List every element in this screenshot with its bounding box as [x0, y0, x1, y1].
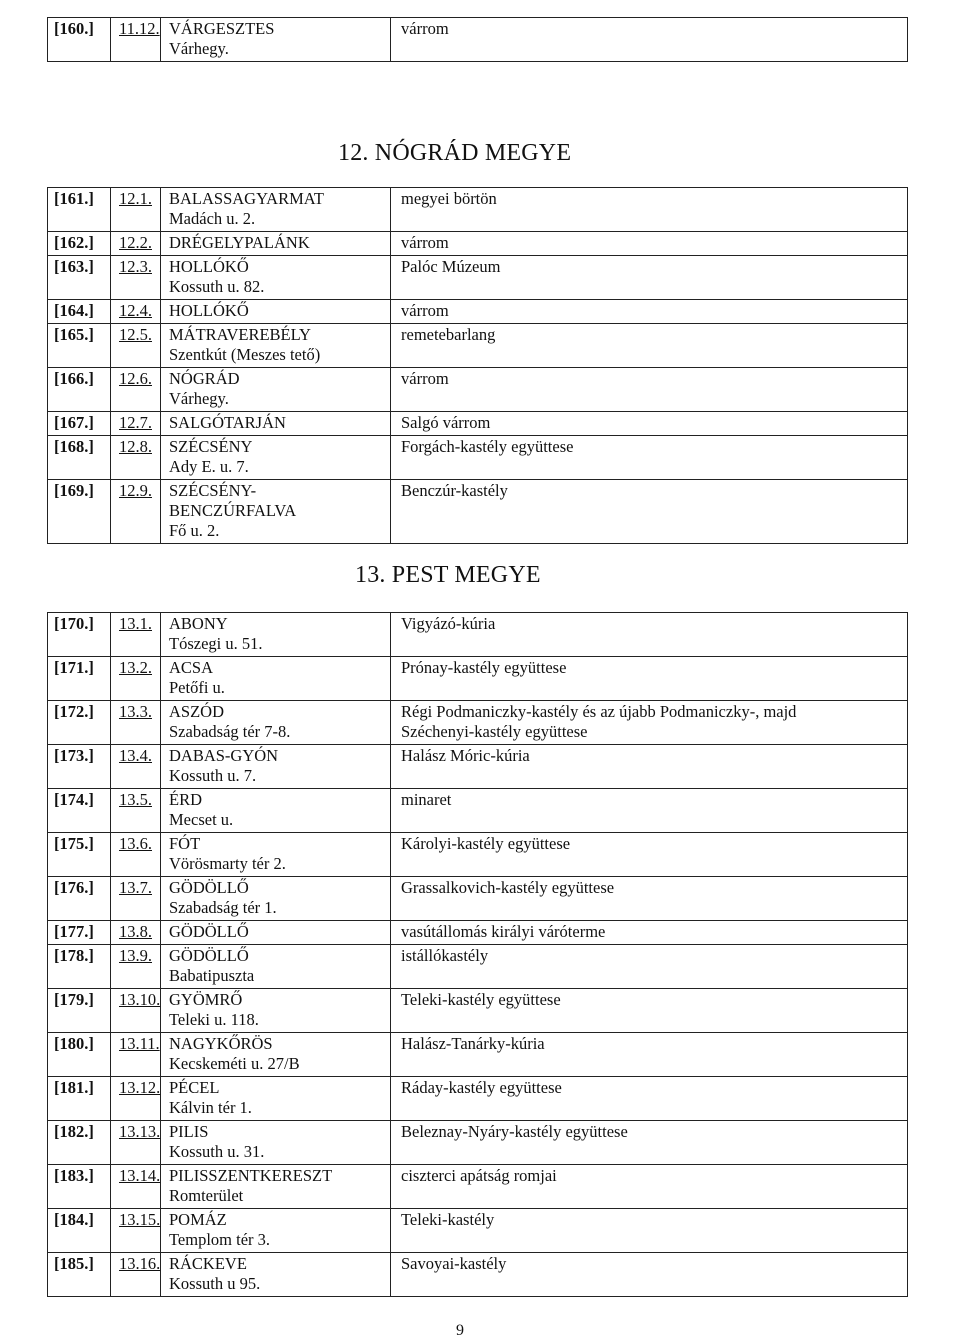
place-name: ACSA	[169, 658, 214, 677]
table-row	[48, 300, 908, 324]
place-name: GÖDÖLLŐ	[169, 922, 249, 941]
entry-object	[391, 1033, 908, 1077]
entry-place	[161, 300, 391, 324]
entry-number: [184.]	[48, 1209, 111, 1253]
entry-place	[161, 701, 391, 745]
entry-number: [185.]	[48, 1253, 111, 1297]
entry-number: [163.]	[48, 256, 111, 300]
place-address: Kossuth u. 82.	[169, 277, 265, 296]
table-row	[48, 1165, 908, 1209]
entry-number: [170.]	[48, 613, 111, 657]
place-name: PILIS	[169, 1122, 209, 1141]
entry-code: 13.14.	[111, 1165, 161, 1209]
entry-number: [171.]	[48, 657, 111, 701]
place-name: FÓT	[169, 834, 201, 853]
entry-code: 12.2.	[111, 232, 161, 256]
object-description: Vigyázó-kúria	[401, 614, 496, 633]
entry-place	[161, 877, 391, 921]
entry-object	[391, 877, 908, 921]
entry-place	[161, 480, 391, 544]
place-address: Szabadság tér 7-8.	[169, 722, 291, 741]
entry-object	[391, 256, 908, 300]
place-address: Fő u. 2.	[169, 521, 220, 540]
entry-place	[161, 833, 391, 877]
place-name: NÓGRÁD	[169, 369, 240, 388]
place-name: DABAS-GYÓN	[169, 746, 279, 765]
entry-number: [176.]	[48, 877, 111, 921]
object-description: Károlyi-kastély együttese	[401, 834, 571, 853]
place-name: HOLLÓKŐ	[169, 257, 249, 276]
entry-code: 13.15.	[111, 1209, 161, 1253]
place-address: Babatipuszta	[169, 966, 255, 985]
entry-place	[161, 745, 391, 789]
entry-number: [162.]	[48, 232, 111, 256]
entry-code: 12.1.	[111, 188, 161, 232]
object-description: Palóc Múzeum	[401, 257, 501, 276]
entry-number: [168.]	[48, 436, 111, 480]
place-address: Mecset u.	[169, 810, 234, 829]
entry-place	[161, 368, 391, 412]
section-heading-nograd: 12. NÓGRÁD MEGYE	[338, 140, 572, 166]
entry-number: [182.]	[48, 1121, 111, 1165]
entry-place	[161, 1033, 391, 1077]
entry-object	[391, 789, 908, 833]
object-description: remetebarlang	[401, 325, 496, 344]
place-address: Kossuth u 95.	[169, 1274, 261, 1293]
entry-object	[391, 1209, 908, 1253]
entry-object	[391, 945, 908, 989]
entry-place	[161, 1209, 391, 1253]
object-description: Beleznay-Nyáry-kastély együttese	[401, 1122, 628, 1141]
entry-code: 12.8.	[111, 436, 161, 480]
table-row	[48, 232, 908, 256]
entry-place	[161, 789, 391, 833]
place-name: GÖDÖLLŐ	[169, 878, 249, 897]
entry-code: 13.11.	[111, 1033, 161, 1077]
entry-code: 13.7.	[111, 877, 161, 921]
entry-code: 12.7.	[111, 412, 161, 436]
object-description: Ráday-kastély együttese	[401, 1078, 562, 1097]
place-address: Ady E. u. 7.	[169, 457, 249, 476]
entry-code: 13.9.	[111, 945, 161, 989]
place-address: Teleki u. 118.	[169, 1010, 259, 1029]
entry-object	[391, 1077, 908, 1121]
place-address: Kossuth u. 7.	[169, 766, 257, 785]
place-address: Madách u. 2.	[169, 209, 256, 228]
entry-place	[161, 989, 391, 1033]
object-description: Benczúr-kastély	[401, 481, 508, 500]
table-row	[48, 256, 908, 300]
entry-place	[161, 324, 391, 368]
entry-number: [164.]	[48, 300, 111, 324]
place-name: GÖDÖLLŐ	[169, 946, 249, 965]
entry-number: [179.]	[48, 989, 111, 1033]
place-name: NAGYKŐRÖS	[169, 1034, 273, 1053]
place-address: Templom tér 3.	[169, 1230, 271, 1249]
entry-number: [174.]	[48, 789, 111, 833]
place-address: Petőfi u.	[169, 678, 225, 697]
entry-place	[161, 1165, 391, 1209]
table-row	[48, 412, 908, 436]
entry-code: 13.8.	[111, 921, 161, 945]
table-row	[48, 657, 908, 701]
entry-object	[391, 232, 908, 256]
table-row	[48, 1253, 908, 1297]
entry-object	[391, 1253, 908, 1297]
entry-place	[161, 256, 391, 300]
entry-object	[391, 989, 908, 1033]
entry-code: 13.2.	[111, 657, 161, 701]
entry-code: 11.12.	[111, 18, 161, 62]
place-address: Kálvin tér 1.	[169, 1098, 252, 1117]
table-row	[48, 701, 908, 745]
entry-place	[161, 436, 391, 480]
place-name: ASZÓD	[169, 702, 225, 721]
entry-place	[161, 18, 391, 62]
table-row	[48, 613, 908, 657]
entry-number: [181.]	[48, 1077, 111, 1121]
table-row	[48, 188, 908, 232]
object-description: Halász Móric-kúria	[401, 746, 530, 765]
place-address: Kossuth u. 31.	[169, 1142, 265, 1161]
entry-number: [178.]	[48, 945, 111, 989]
object-description: Prónay-kastély együttese	[401, 658, 567, 677]
object-description: Forgách-kastély együttese	[401, 437, 574, 456]
entry-place	[161, 945, 391, 989]
object-description: Teleki-kastély	[401, 1210, 495, 1229]
table-row	[48, 480, 908, 544]
entry-object	[391, 1121, 908, 1165]
object-description: várrom	[401, 19, 449, 38]
table-section-13	[47, 612, 908, 1297]
place-name: ABONY	[169, 614, 228, 633]
place-name: HOLLÓKŐ	[169, 301, 249, 320]
entry-code: 12.5.	[111, 324, 161, 368]
page-number: 9	[456, 1322, 464, 1339]
table-row	[48, 989, 908, 1033]
entry-code: 13.5.	[111, 789, 161, 833]
object-description: ciszterci apátság romjai	[401, 1166, 557, 1185]
object-description: vasútállomás királyi váróterme	[401, 922, 606, 941]
entry-place	[161, 1077, 391, 1121]
table-row	[48, 1033, 908, 1077]
entry-object	[391, 1165, 908, 1209]
entry-place	[161, 188, 391, 232]
entry-place	[161, 1121, 391, 1165]
entry-place	[161, 613, 391, 657]
table-row	[48, 833, 908, 877]
entry-code: 12.9.	[111, 480, 161, 544]
entry-object	[391, 412, 908, 436]
place-name: ÉRD	[169, 790, 202, 809]
place-address: Kecskeméti u. 27/B	[169, 1054, 300, 1073]
entry-object	[391, 613, 908, 657]
section-heading-pest: 13. PEST MEGYE	[355, 562, 541, 588]
table-row	[48, 945, 908, 989]
place-name: BALASSAGYARMAT	[169, 189, 324, 208]
object-description: istállókastély	[401, 946, 489, 965]
place-address: BENCZÚRFALVA	[169, 501, 297, 520]
entry-place	[161, 1253, 391, 1297]
entry-object	[391, 833, 908, 877]
object-description: Savoyai-kastély	[401, 1254, 507, 1273]
object-description: minaret	[401, 790, 452, 809]
entry-object	[391, 921, 908, 945]
entry-code: 13.6.	[111, 833, 161, 877]
place-address: Tószegi u. 51.	[169, 634, 263, 653]
entry-number: [183.]	[48, 1165, 111, 1209]
entry-object	[391, 480, 908, 544]
entry-number: [169.]	[48, 480, 111, 544]
place-address: Várhegy.	[169, 39, 229, 58]
entry-number: [177.]	[48, 921, 111, 945]
place-name: MÁTRAVEREBÉLY	[169, 325, 311, 344]
entry-place	[161, 921, 391, 945]
table-row	[48, 368, 908, 412]
table-row	[48, 1077, 908, 1121]
entry-number: [166.]	[48, 368, 111, 412]
object-description: Halász-Tanárky-kúria	[401, 1034, 545, 1053]
entry-place	[161, 412, 391, 436]
entry-code: 12.3.	[111, 256, 161, 300]
entry-object	[391, 300, 908, 324]
object-description: Grassalkovich-kastély együttese	[401, 878, 615, 897]
entry-code: 13.1.	[111, 613, 161, 657]
table-row	[48, 877, 908, 921]
place-name: PÉCEL	[169, 1078, 220, 1097]
entry-code: 13.13.	[111, 1121, 161, 1165]
place-name: SALGÓTARJÁN	[169, 413, 286, 432]
place-address: Szentkút (Meszes tető)	[169, 345, 321, 364]
table-row	[48, 921, 908, 945]
object-description: Régi Podmaniczky-kastély és az újabb Podmaniczky-, majd	[401, 702, 797, 721]
entry-object	[391, 188, 908, 232]
place-address: Vörösmarty tér 2.	[169, 854, 286, 873]
table-section-11	[47, 17, 908, 62]
entry-object	[391, 436, 908, 480]
entry-object	[391, 745, 908, 789]
place-address: Romterület	[169, 1186, 244, 1205]
place-name: SZÉCSÉNY	[169, 437, 253, 456]
table-row	[48, 1121, 908, 1165]
entry-number: [167.]	[48, 412, 111, 436]
object-description: várrom	[401, 369, 449, 388]
entry-place	[161, 657, 391, 701]
place-name: VÁRGESZTES	[169, 19, 275, 38]
table-row	[48, 18, 908, 62]
entry-code: 13.12.	[111, 1077, 161, 1121]
entry-object	[391, 368, 908, 412]
place-name: PILISSZENTKERESZT	[169, 1166, 333, 1185]
entry-number: [180.]	[48, 1033, 111, 1077]
object-description: várrom	[401, 233, 449, 252]
object-description: Teleki-kastély együttese	[401, 990, 561, 1009]
object-description: Salgó várrom	[401, 413, 491, 432]
table-section-12	[47, 187, 908, 544]
place-name: RÁCKEVE	[169, 1254, 247, 1273]
table-row	[48, 436, 908, 480]
entry-number: [175.]	[48, 833, 111, 877]
entry-code: 13.3.	[111, 701, 161, 745]
place-name: DRÉGELYPALÁNK	[169, 233, 310, 252]
table-row	[48, 324, 908, 368]
table-row	[48, 1209, 908, 1253]
entry-code: 13.4.	[111, 745, 161, 789]
entry-number: [160.]	[48, 18, 111, 62]
place-name: SZÉCSÉNY-	[169, 481, 257, 500]
entry-place	[161, 232, 391, 256]
entry-object	[391, 701, 908, 745]
entry-number: [161.]	[48, 188, 111, 232]
place-address: Várhegy.	[169, 389, 229, 408]
entry-object	[391, 657, 908, 701]
table-row	[48, 745, 908, 789]
entry-code: 12.6.	[111, 368, 161, 412]
place-name: GYÖMRŐ	[169, 990, 243, 1009]
place-address: Szabadság tér 1.	[169, 898, 277, 917]
entry-object	[391, 18, 908, 62]
object-description: Széchenyi-kastély együttese	[401, 722, 588, 741]
table-row	[48, 789, 908, 833]
place-name: POMÁZ	[169, 1210, 227, 1229]
entry-code: 13.16.	[111, 1253, 161, 1297]
object-description: megyei börtön	[401, 189, 497, 208]
entry-code: 12.4.	[111, 300, 161, 324]
entry-code: 13.10.	[111, 989, 161, 1033]
object-description: várrom	[401, 301, 449, 320]
entry-number: [165.]	[48, 324, 111, 368]
entry-object	[391, 324, 908, 368]
entry-number: [173.]	[48, 745, 111, 789]
entry-number: [172.]	[48, 701, 111, 745]
